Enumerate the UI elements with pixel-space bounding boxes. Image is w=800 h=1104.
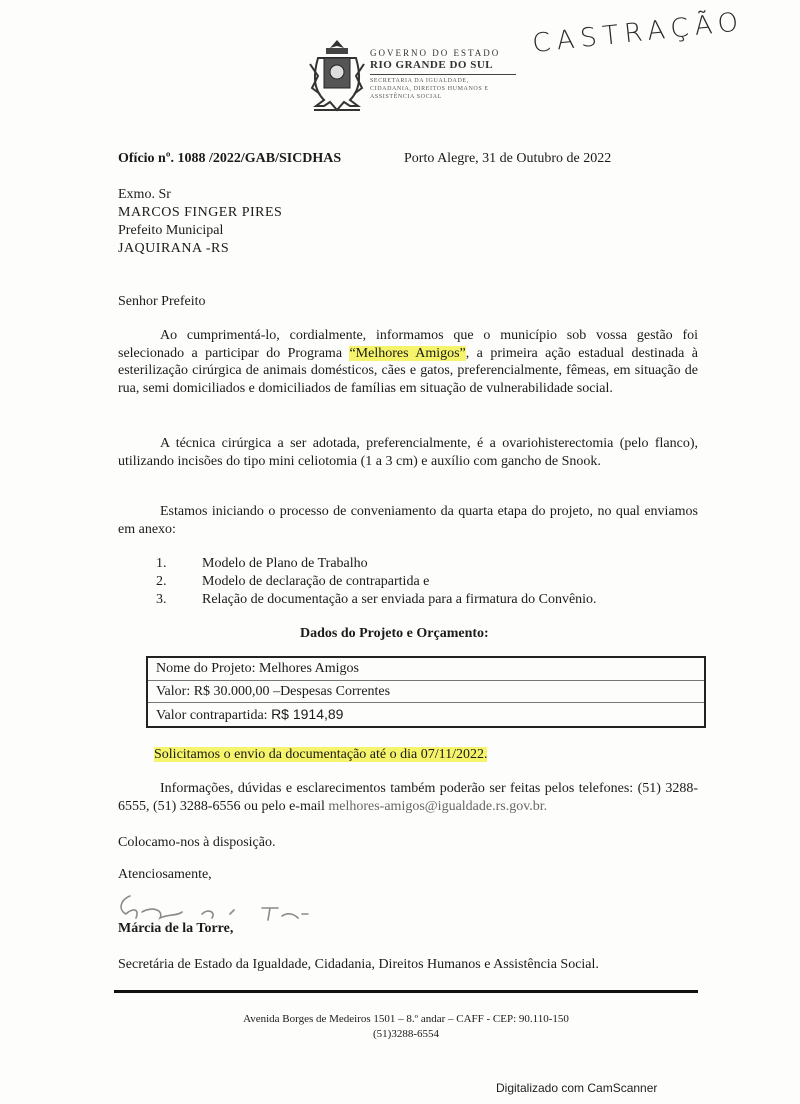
deadline-highlight: Solicitamos o envio da documentação até o dia 07/11/2022. [154, 747, 488, 762]
recipient-city: JAQUIRANA -RS [118, 241, 230, 256]
recipient-name: MARCOS FINGER PIRES [118, 205, 283, 220]
letterhead-text [370, 48, 516, 101]
attachment-number: 3. [156, 592, 167, 607]
handwritten-note: CASTRAÇÃO [531, 6, 746, 60]
project-value-note: –Despesas Correntes [273, 684, 391, 699]
coat-of-arms-icon [304, 36, 370, 116]
greeting: Senhor Prefeito [118, 294, 206, 309]
letterhead-government: GOVERNO DO ESTADO [370, 48, 501, 58]
paragraph-attachments-intro: Estamos iniciando o processo de conveniamento da quarta etapa do projeto, no qual enviamos em anexo: [118, 504, 698, 537]
closing-regards: Atenciosamente, [118, 867, 212, 882]
letterhead-state: RIO GRANDE DO SUL [370, 59, 494, 71]
place-date: Porto Alegre, 31 de Outubro de 2022 [404, 151, 612, 166]
attachment-item: Modelo de Plano de Trabalho [202, 556, 368, 571]
project-name-row [148, 658, 704, 680]
contact-email[interactable]: melhores-amigos@igualdade.rs.gov.br. [328, 798, 548, 814]
paragraph-program-end: , a primeira ação estadual destinada à esterilização cirúrgica de animais domésticos, cães e gatos, preferencialmente, fêmeas, em situação de rua, semi domiciliados e domiciliados de famílias em situação de vulnerabilidade social. [118, 345, 699, 396]
project-value-label: Valor: [156, 684, 191, 699]
recipient-role: Prefeito Municipal [118, 223, 224, 238]
attachment-number: 2. [156, 574, 167, 589]
project-heading: Dados do Projeto e Orçamento: [300, 626, 489, 641]
footer-phone: (51)3288-6554 [373, 1028, 439, 1040]
contact-text: Informações, dúvidas e esclarecimentos também poderão ser feitas pelos telefones: (51) 3288-6555, (51) 3288-6556 ou pelo e-mail [118, 781, 698, 814]
signer-name: Márcia de la Torre, [118, 921, 234, 936]
letterhead-secretariat: SECRETARIA DA IGUALDADE, [370, 78, 469, 84]
project-counterpart-row [148, 702, 704, 724]
project-value-amount: R$ 30.000,00 [193, 684, 270, 699]
letterhead-divider [370, 74, 516, 75]
paragraph-technique: A técnica cirúrgica a ser adotada, preferencialmente, é a ovariohisterectomia (pelo flanco), utilizando incisões do tipo mini celiotomia (1 a 3 cm) e auxílio com gancho de Snook. [118, 436, 698, 469]
project-counterpart-label: Valor contrapartida: [156, 708, 268, 723]
footer-address: Avenida Borges de Medeiros 1501 – 8.º andar – CAFF - CEP: 90.110-150 [243, 1013, 569, 1025]
footer-divider [114, 990, 698, 993]
deadline-request [154, 746, 487, 764]
signer-title: Secretária de Estado da Igualdade, Cidadania, Direitos Humanos e Assistência Social. [118, 957, 599, 972]
recipient-salutation: Exmo. Sr [118, 187, 171, 202]
paragraph-contact [118, 780, 698, 815]
program-name-highlight: “Melhores Amigos” [349, 345, 466, 361]
attachment-number: 1. [156, 556, 167, 571]
project-value-row [148, 680, 704, 702]
office-reference: Ofício nº. 1088 /2022/GAB/SICDHAS [118, 151, 342, 166]
scanner-watermark: Digitalizado com CamScanner [496, 1081, 658, 1095]
letterhead-secretariat-2: CIDADANIA, DIREITOS HUMANOS E [370, 86, 489, 92]
letterhead [304, 36, 534, 122]
project-name-label: Nome do Projeto: [156, 661, 256, 676]
paragraph-program-start: Ao cumprimentá-lo, cordialmente, informamos que o município sob vossa gestão foi selecionado a participar do Programa [118, 328, 698, 361]
attachment-item: Relação de documentação a ser enviada para a firmatura do Convênio. [202, 592, 597, 607]
closing-availability: Colocamo-nos à disposição. [118, 835, 276, 850]
project-data-box [146, 656, 706, 728]
project-name-value: Melhores Amigos [259, 661, 359, 676]
project-counterpart-value: R$ 1914,89 [271, 706, 344, 722]
letterhead-secretariat-3: ASSISTÊNCIA SOCIAL [370, 94, 442, 100]
attachment-item: Modelo de declaração de contrapartida e [202, 574, 430, 589]
paragraph-program [118, 327, 698, 397]
